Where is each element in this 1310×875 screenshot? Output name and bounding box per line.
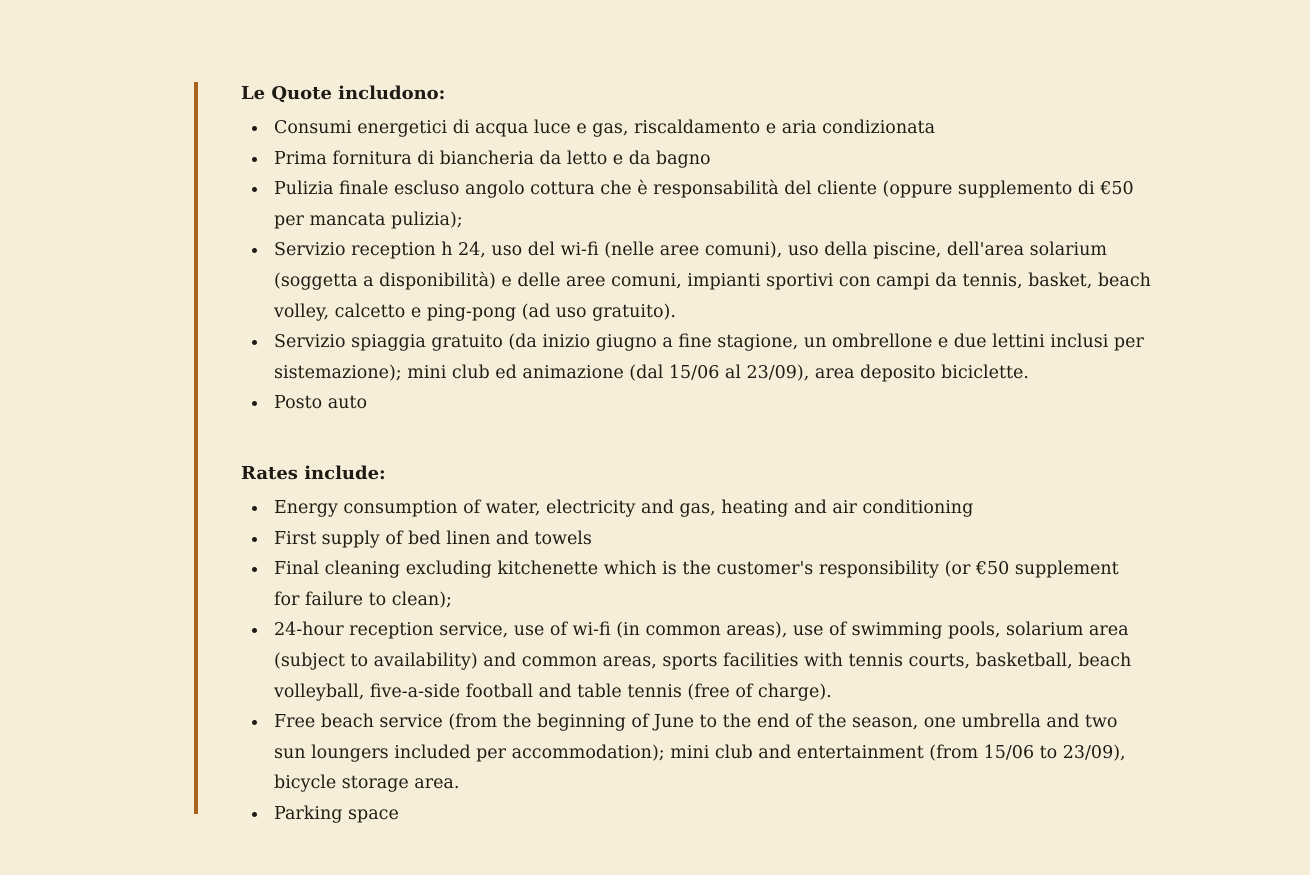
list-item: First supply of bed linen and towels — [241, 524, 1299, 555]
list-item: Free beach service (from the beginning of June to the end of the season, one umbrella and two sun loungers included per accommodation); mini club and entertainment (from 15/06 to 23/09), bicycle storage area. — [241, 707, 1299, 799]
list-item: Servizio spiaggia gratuito (da inizio giugno a fine stagione, un ombrellone e due lettini inclusi per sistemazione); mini club ed animazione (dal 15/06 al 23/09), area deposito biciclette. — [241, 327, 1299, 388]
list-item: Final cleaning excluding kitchenette which is the customer's responsibility (or €50 supplement for failure to clean); — [241, 554, 1299, 615]
italian-heading: Le Quote includono: — [241, 83, 446, 104]
list-item: Consumi energetici di acqua luce e gas, riscaldamento e aria condizionata — [241, 113, 1299, 144]
italian-inclusions-list — [241, 113, 1299, 419]
rates-info-block — [194, 82, 1299, 824]
list-item: Energy consumption of water, electricity and gas, heating and air conditioning — [241, 493, 1299, 524]
list-item: Prima fornitura di biancheria da letto e da bagno — [241, 144, 1299, 175]
list-item: Parking space — [241, 799, 1299, 830]
english-inclusions-list — [241, 493, 1299, 830]
list-item: Posto auto — [241, 388, 1299, 419]
list-item: 24-hour reception service, use of wi-fi (in common areas), use of swimming pools, solarium area (subject to availability) and common areas, sports facilities with tennis courts, basketball, beach volleyball, five-a-side football and table tennis (free of charge). — [241, 615, 1299, 707]
list-item: Pulizia finale escluso angolo cottura che è responsabilità del cliente (oppure supplemento di €50 per mancata pulizia); — [241, 174, 1299, 235]
english-heading: Rates include: — [241, 462, 386, 484]
list-item: Servizio reception h 24, uso del wi-fi (nelle aree comuni), uso della piscine, dell'area solarium (soggetta a disponibilità) e delle aree comuni, impianti sportivi con campi da tennis, basket, beach volley, calcetto e ping-pong (ad uso gratuito). — [241, 235, 1299, 327]
